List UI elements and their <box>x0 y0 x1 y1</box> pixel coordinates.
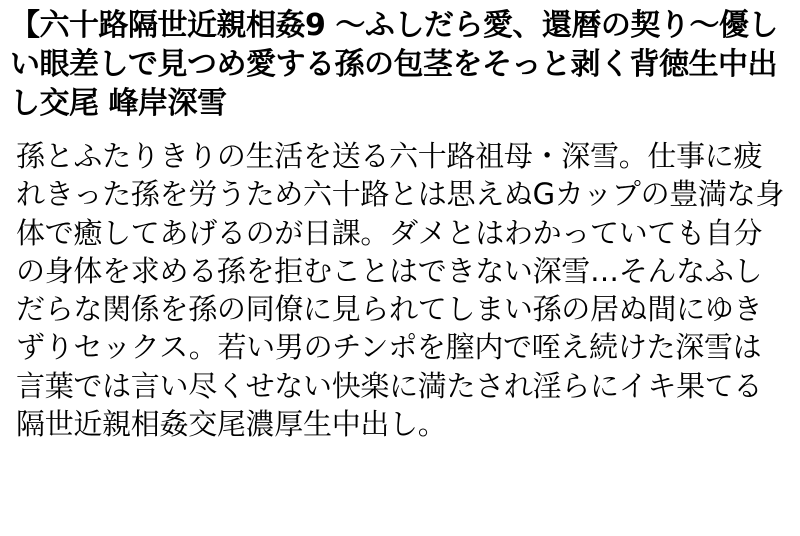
document-title: 【六十路隔世近親相姦9 ～ふしだら愛、還暦の契り～優しい眼差しで見つめ愛する孫の包茎をそっと剥く背徳生中出し交尾 峰岸深雪 <box>10 8 778 121</box>
document-body-text: 孫とふたりきりの生活を送る六十路祖母・深雪。仕事に疲れきった孫を労うため六十路とは思えぬGカップの豊満な身体で癒してあげるのが日課。ダメとはわかっていても自分の身体を求める孫を拒むことはできない深雪…そんなふしだらな関係を孫の同僚に見られてしまい孫の居ぬ間にゆきずりセックス。若い男のチンポを膣内で咥え続けた深雪は言葉では言い尽くせない快楽に満たされ淫らにイキ果てる隔世近親相姦交尾濃厚生中出し。 <box>16 139 785 441</box>
